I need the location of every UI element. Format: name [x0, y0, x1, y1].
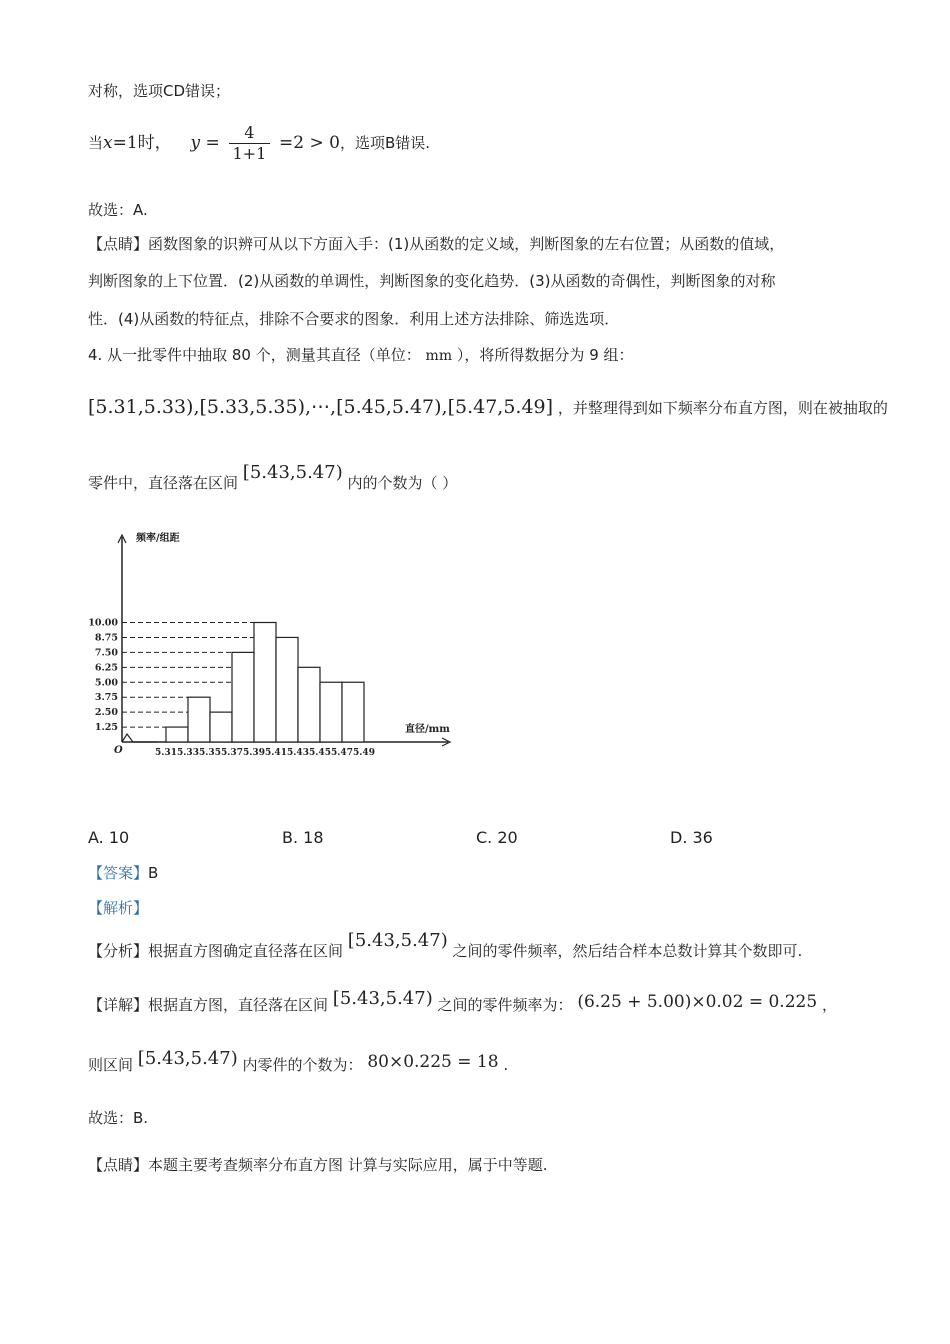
- y-tick-label: 7.50: [94, 647, 118, 659]
- text: 4. 从一批零件中抽取: [88, 346, 228, 364]
- detail-line: [88, 1050, 508, 1080]
- text: 个，测量其直径（单位：: [255, 346, 421, 364]
- math: =1时，: [112, 133, 172, 153]
- x-tick-label: 5.43: [287, 748, 309, 758]
- y-tick-label: 8.75: [94, 632, 118, 644]
- text: ，并整理得到如下频率分布直方图，则在被抽取的: [557, 399, 888, 417]
- x-tick-label: 5.41: [265, 748, 287, 758]
- option-a[interactable]: A. 10: [88, 828, 130, 847]
- answer-line: [88, 862, 158, 884]
- tip-line: 判断图象的上下位置．(2)从函数的单调性，判断图象的变化趋势．(3)从函数的奇偶性，判断图象的对称: [88, 272, 776, 290]
- text-line: 对称，选项CD错误；: [88, 82, 231, 100]
- x-axis-label: 直径/mm: [405, 724, 450, 735]
- x-tick-label: 5.31: [155, 748, 177, 758]
- text-line: 故选：B.: [88, 1109, 149, 1127]
- math-var: x: [103, 133, 113, 153]
- y-tick-label: 1.25: [94, 722, 118, 734]
- text: 组：: [603, 346, 634, 364]
- y-tick-label: 5.00: [94, 677, 118, 689]
- option-c[interactable]: C. 20: [476, 828, 518, 847]
- x-tick-label: 5.45: [309, 748, 331, 758]
- option-d[interactable]: D. 36: [670, 828, 713, 847]
- x-tick-label: 5.39: [243, 748, 265, 758]
- text: ，: [821, 996, 837, 1014]
- origin-label: O: [114, 745, 123, 756]
- question-line: [88, 462, 458, 498]
- text: 内零件的个数为：: [242, 1056, 363, 1074]
- x-tick-label: 5.35: [199, 748, 221, 758]
- answer-value: B: [148, 864, 159, 882]
- math-formula: (6.25 + 5.00)×0.02 = 0.225: [577, 992, 818, 1012]
- math-interval: [5.43,5.47): [332, 988, 433, 1009]
- fraction: [229, 123, 271, 164]
- text: ，选项B错误.: [339, 134, 431, 152]
- math-interval: [5.43,5.47): [347, 930, 448, 951]
- axis-break: [122, 734, 158, 742]
- text: 【详解】根据直方图，直径落在区间: [88, 996, 329, 1014]
- histogram-bar: [342, 682, 364, 742]
- question-line: [88, 344, 634, 367]
- text: 【分析】根据直方图确定直径落在区间: [88, 942, 344, 960]
- histogram-chart: [80, 525, 480, 775]
- x-tick-label: 5.47: [331, 748, 353, 758]
- text-line: 故选：A.: [88, 201, 148, 219]
- question-line: [88, 392, 888, 423]
- math: =2 > 0: [279, 133, 340, 153]
- text: 80: [231, 346, 251, 364]
- text: 内的个数为（ ）: [347, 474, 458, 492]
- tip-line: 【点睛】函数图象的识辨可从以下方面入手：(1)从函数的定义域，判断图象的左右位置；从函数的值域，: [88, 235, 785, 253]
- text: .: [503, 1056, 509, 1074]
- histogram-bar: [166, 727, 188, 742]
- histogram-bar: [232, 652, 254, 742]
- x-tick-label: 5.49: [353, 748, 375, 758]
- tip-line: 性．(4)从函数的特征点，排除不合要求的图象．利用上述方法排除、筛选选项．: [88, 310, 620, 328]
- text: 当: [88, 134, 104, 152]
- analysis-line: [88, 930, 803, 966]
- text: ），将所得数据分为: [456, 346, 585, 364]
- histogram-bar: [254, 623, 276, 743]
- math-interval: [5.43,5.47): [137, 1048, 238, 1069]
- x-tick-label: 5.37: [221, 748, 243, 758]
- tip-line: 【点睛】本题主要考查频率分布直方图 计算与实际应用，属于中等题.: [88, 1156, 548, 1174]
- analysis-tag: 【解析】: [88, 899, 149, 917]
- text: 之间的零件频率，然后结合样本总数计算其个数即可.: [452, 942, 803, 960]
- y-axis-label: 频率/组距: [136, 533, 180, 544]
- text: 9: [589, 346, 599, 364]
- text-line: [88, 122, 430, 164]
- histogram-bar: [276, 637, 298, 742]
- y-tick-label: 2.50: [94, 707, 118, 719]
- math-interval: [5.43,5.47): [242, 462, 343, 483]
- text: 零件中，直径落在区间: [88, 474, 239, 492]
- numerator: 4: [229, 123, 271, 144]
- histogram-bar: [320, 682, 342, 742]
- histogram-bar: [210, 712, 232, 742]
- denominator: 1+1: [232, 144, 267, 163]
- text: 之间的零件频率为：: [437, 996, 573, 1014]
- option-b[interactable]: B. 18: [282, 828, 324, 847]
- math-intervals: [5.31,5.33),[5.33,5.35),⋯,[5.45,5.47),[5.47,5.49]: [88, 396, 554, 418]
- math-formula: 80×0.225 = 18: [367, 1052, 499, 1072]
- y-tick-label: 6.25: [94, 662, 118, 674]
- math: y =: [190, 133, 220, 153]
- y-tick-label: 3.75: [94, 692, 118, 704]
- answer-tag: 【答案】: [88, 864, 149, 882]
- text: 则区间: [88, 1056, 134, 1074]
- histogram-bar: [298, 667, 320, 742]
- histogram-bar: [188, 697, 210, 742]
- x-tick-label: 5.33: [177, 748, 199, 758]
- y-tick-label: 10.00: [88, 617, 118, 629]
- unit: mm: [425, 348, 453, 364]
- detail-line: [88, 990, 837, 1020]
